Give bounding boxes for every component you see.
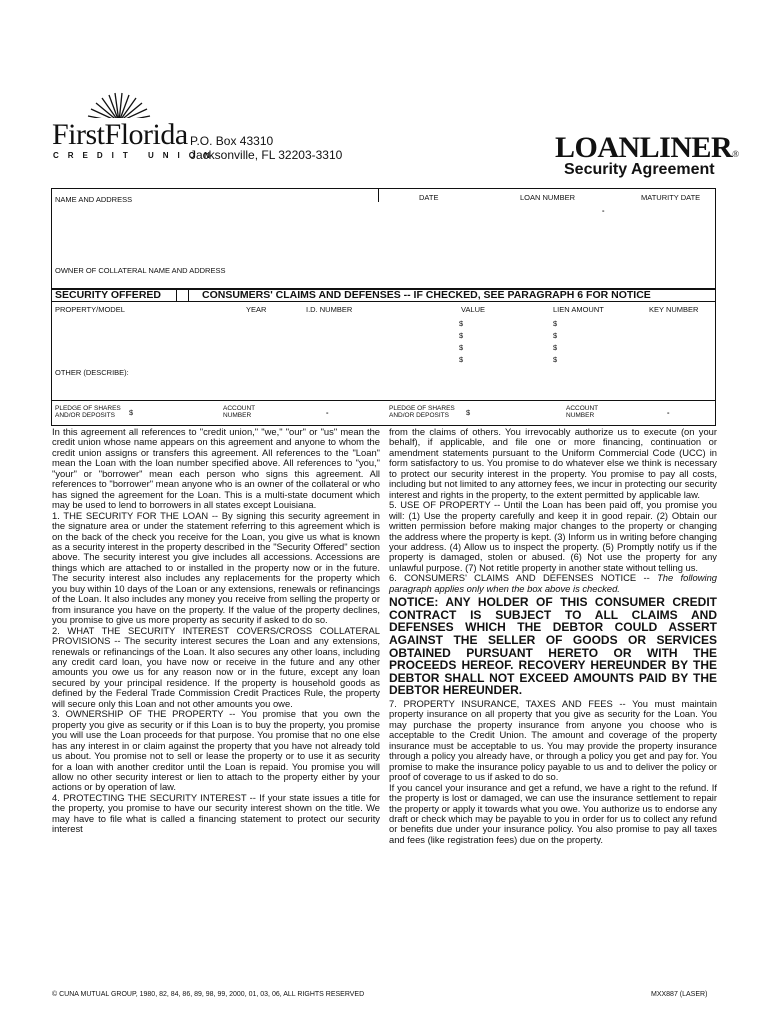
- value-label: VALUE: [461, 305, 486, 314]
- paragraph-6: [389, 573, 717, 594]
- right-text-column: [389, 427, 717, 845]
- account-line-1: ACCOUNT: [566, 405, 599, 412]
- date-label: DATE: [419, 193, 439, 202]
- account-line-2: NUMBER: [223, 412, 252, 419]
- security-offered-underline: [51, 301, 716, 302]
- lien-amount-label: LIEN AMOUNT: [553, 305, 604, 314]
- account-line-2: NUMBER: [566, 412, 595, 419]
- lien-dollar-2: $: [553, 331, 558, 340]
- loanliner-logo: [555, 131, 739, 165]
- paragraph-7-refund: If you cancel your insurance and get a refund, we have a right to the refund. If the property is lost or damaged, we can use the insurance settlement to repair the property or apply it towards what you owe. You authorize us to endorse any draft or check which may be payable to you in order for us to collect any refund or benefits due under your insurance policy. You also promise to pay all taxes and fees (like registration fees) due on the property.: [389, 781, 717, 845]
- account-label-right: [566, 405, 598, 419]
- maturity-date-label: MATURITY DATE: [641, 193, 701, 202]
- loanliner-brand: LOANLINER: [555, 131, 733, 164]
- paragraph-2: 2. WHAT THE SECURITY INTEREST COVERS/CROSS COLLATERAL PROVISIONS -- The security interest secures the Loan and any extensions, renewals or refinancings of the Loan. It also secures any other loans, including any credit card loan, you have now or receive in the future and any other amounts you owe us for any reason now or in the future, except any loan secured by your principal residence. If the property is household goods as defined by the Federal Trade Commission Credit Practices Rule, the property will secure only this Loan and not other amounts you owe.: [52, 624, 380, 709]
- paragraph-6-italic: The following paragraph applies only when the box above is checked.: [389, 572, 717, 594]
- paragraph-4-continued: from the claims of others. You irrevocably authorize us to execute (on your behalf), if applicable, and file one or more financing, continuation or amendment statements pursuant to the Uniform Commercial Code (UCC) in form satisfactory to us. You promise to do whatever else we think is necessary to protect our security interest in the property. You promise to pay all costs, including but not limited to any attorney fees, we incur in protecting our security interest and rights in the property, to the extent permitted by applicable law.: [389, 426, 717, 500]
- lien-dollar-1: $: [553, 319, 558, 328]
- pledge-line-1: PLEDGE OF SHARES: [55, 405, 121, 412]
- pledge-line-2: AND/OR DEPOSITS: [389, 412, 449, 419]
- lien-dollar-3: $: [553, 343, 558, 352]
- loan-number-label: LOAN NUMBER: [520, 193, 576, 202]
- pledge-label-left: [55, 405, 121, 419]
- address-line-2: Jacksonville, FL 32203-3310: [190, 148, 343, 162]
- consumer-claims-checkbox[interactable]: [176, 288, 189, 302]
- account-dash-left: -: [326, 408, 329, 417]
- account-label-left: [223, 405, 255, 419]
- consumer-claims-heading: CONSUMERS' CLAIMS AND DEFENSES -- IF CHECKED, SEE PARAGRAPH 6 FOR NOTICE: [202, 289, 651, 301]
- security-offered-box: [51, 288, 716, 426]
- account-line-1: ACCOUNT: [223, 405, 256, 412]
- paragraph-6-heading: 6. CONSUMERS' CLAIMS AND DEFENSES NOTICE --: [389, 572, 650, 584]
- pledge-label-right: [389, 405, 455, 419]
- paragraph-3: 3. OWNERSHIP OF THE PROPERTY -- You promise that you own the property you give as security or if this Loan is to buy the property, you promise you will use the Loan proceeds for that purpose. You promise that no one else has any interest in or claim against the property that you have not already told us about. You promise not to sell or lease the property or to use it as security for a loan with another creditor until the Loan is repaid. You promise you will allow no other security interest or lien to attach to the property either by your actions or by operation of law.: [52, 708, 380, 793]
- paragraph-4: 4. PROTECTING THE SECURITY INTEREST -- If your state issues a title for the property, you promise to have our security interest shown on the title. We may have to file what is called a financing statement to protect our security interest: [52, 791, 380, 835]
- value-dollar-4: $: [459, 355, 464, 364]
- credit-union-logo-sub: CREDIT UNION: [53, 151, 219, 160]
- paragraph-7: 7. PROPERTY INSURANCE, TAXES AND FEES -- You must maintain property insurance on all property that you give as security for the Loan. You may purchase the property insurance from anyone you choose who is acceptable to the Credit Union. The amount and coverage of the property insurance must be acceptable to us. You may provide the property insurance through a policy you already have, or through a policy you get and pay for. You promise to make the insurance policy payable to us and to deliver the policy or proof of coverage to us if asked to do so.: [389, 698, 717, 783]
- registered-mark: ®: [732, 149, 739, 159]
- left-text-column: [52, 427, 380, 835]
- key-number-label: KEY NUMBER: [649, 305, 699, 314]
- name-address-label: NAME AND ADDRESS: [55, 195, 133, 204]
- pledge-dollar-left: $: [129, 408, 134, 417]
- pledge-line-2: AND/OR DEPOSITS: [55, 412, 115, 419]
- year-label: YEAR: [246, 305, 267, 314]
- loan-number-dash: -: [602, 206, 605, 215]
- intro-paragraph: In this agreement all references to "credit union," "we," "our" or "us" mean the credit union whose name appears on this agreement and anyone to whom the credit union assigns or transfers this agreement. All references to the "Loan" mean the Loan with the loan number specified above. All references to "you," "your" or "borrower" mean each person who signs this agreement. All references to "borrower" mean anyone who is an owner of the collateral or who has signed the agreement for the Loan. This is a multi-state document which may be used to lend to borrowers in all states except Louisiana.: [52, 426, 380, 511]
- owner-collateral-label: OWNER OF COLLATERAL NAME AND ADDRESS: [55, 266, 226, 275]
- other-describe-label: OTHER (DESCRIBE):: [55, 368, 129, 377]
- page-title: Security Agreement: [564, 161, 715, 178]
- paragraph-1: 1. THE SECURITY FOR THE LOAN -- By signing this security agreement in the signature area or under the statement referring to this agreement which is on the back of the check you receive for the Loan, you give us what is known as a security interest in the property described in the "Security Offered" section above. The security interest you give includes all accessions. Accessions are things which are attached to or installed in the property now or in the future. The security interest also includes any replacements for the property which you buy within 10 days of the Loan or any extensions, renewals or refinancings of the Loan. It also includes any money you receive from selling the property or from insurance you have on the property. If the value of the property declines, you promise to give us more property as security if asked to do so.: [52, 509, 380, 626]
- value-dollar-2: $: [459, 331, 464, 340]
- holder-notice: NOTICE: ANY HOLDER OF THIS CONSUMER CREDIT CONTRACT IS SUBJECT TO ALL CLAIMS AND DEFENSES WHICH THE DEBTOR COULD ASSERT AGAINST THE SELLER OF GOODS OR SERVICES OBTAINED PURSUANT HERETO OR WITH THE PROCEEDS HEREOF. RECOVERY HEREUNDER BY THE DEBTOR SHALL NOT EXCEED AMOUNTS PAID BY THE DEBTOR HEREUNDER.: [389, 595, 717, 698]
- credit-union-logo: FirstFlorida: [52, 118, 188, 151]
- lien-dollar-4: $: [553, 355, 558, 364]
- paragraph-5: 5. USE OF PROPERTY -- Until the Loan has been paid off, you promise you will: (1) Use the property carefully and keep it in good repair. (2) Obtain our written permission before making major changes to the property or changing the address where the property is kept. (3) Inform us in writing before changing your address. (4) Allow us to inspect the property. (5) Promptly notify us if the property is damaged, stolen or abused. (6) Not use the property for any unlawful purpose. (7) Not retitle property in another state without telling us.: [389, 499, 717, 573]
- id-number-label: I.D. NUMBER: [306, 305, 353, 314]
- date-divider: [378, 188, 379, 202]
- address-line-1: P.O. Box 43310: [190, 134, 274, 148]
- account-dash-right: -: [667, 408, 670, 417]
- pledge-dollar-right: $: [466, 408, 471, 417]
- pledge-line-1: PLEDGE OF SHARES: [389, 405, 455, 412]
- property-model-label: PROPERTY/MODEL: [55, 305, 125, 314]
- copyright-footer: © CUNA MUTUAL GROUP, 1980, 82, 84, 86, 89, 98, 99, 2000, 01, 03, 06, ALL RIGHTS RESERVED: [52, 991, 365, 998]
- security-offered-heading: SECURITY OFFERED: [55, 289, 161, 301]
- pledge-divider: [51, 400, 716, 401]
- form-code: MXX887 (LASER): [651, 991, 708, 998]
- value-dollar-1: $: [459, 319, 464, 328]
- value-dollar-3: $: [459, 343, 464, 352]
